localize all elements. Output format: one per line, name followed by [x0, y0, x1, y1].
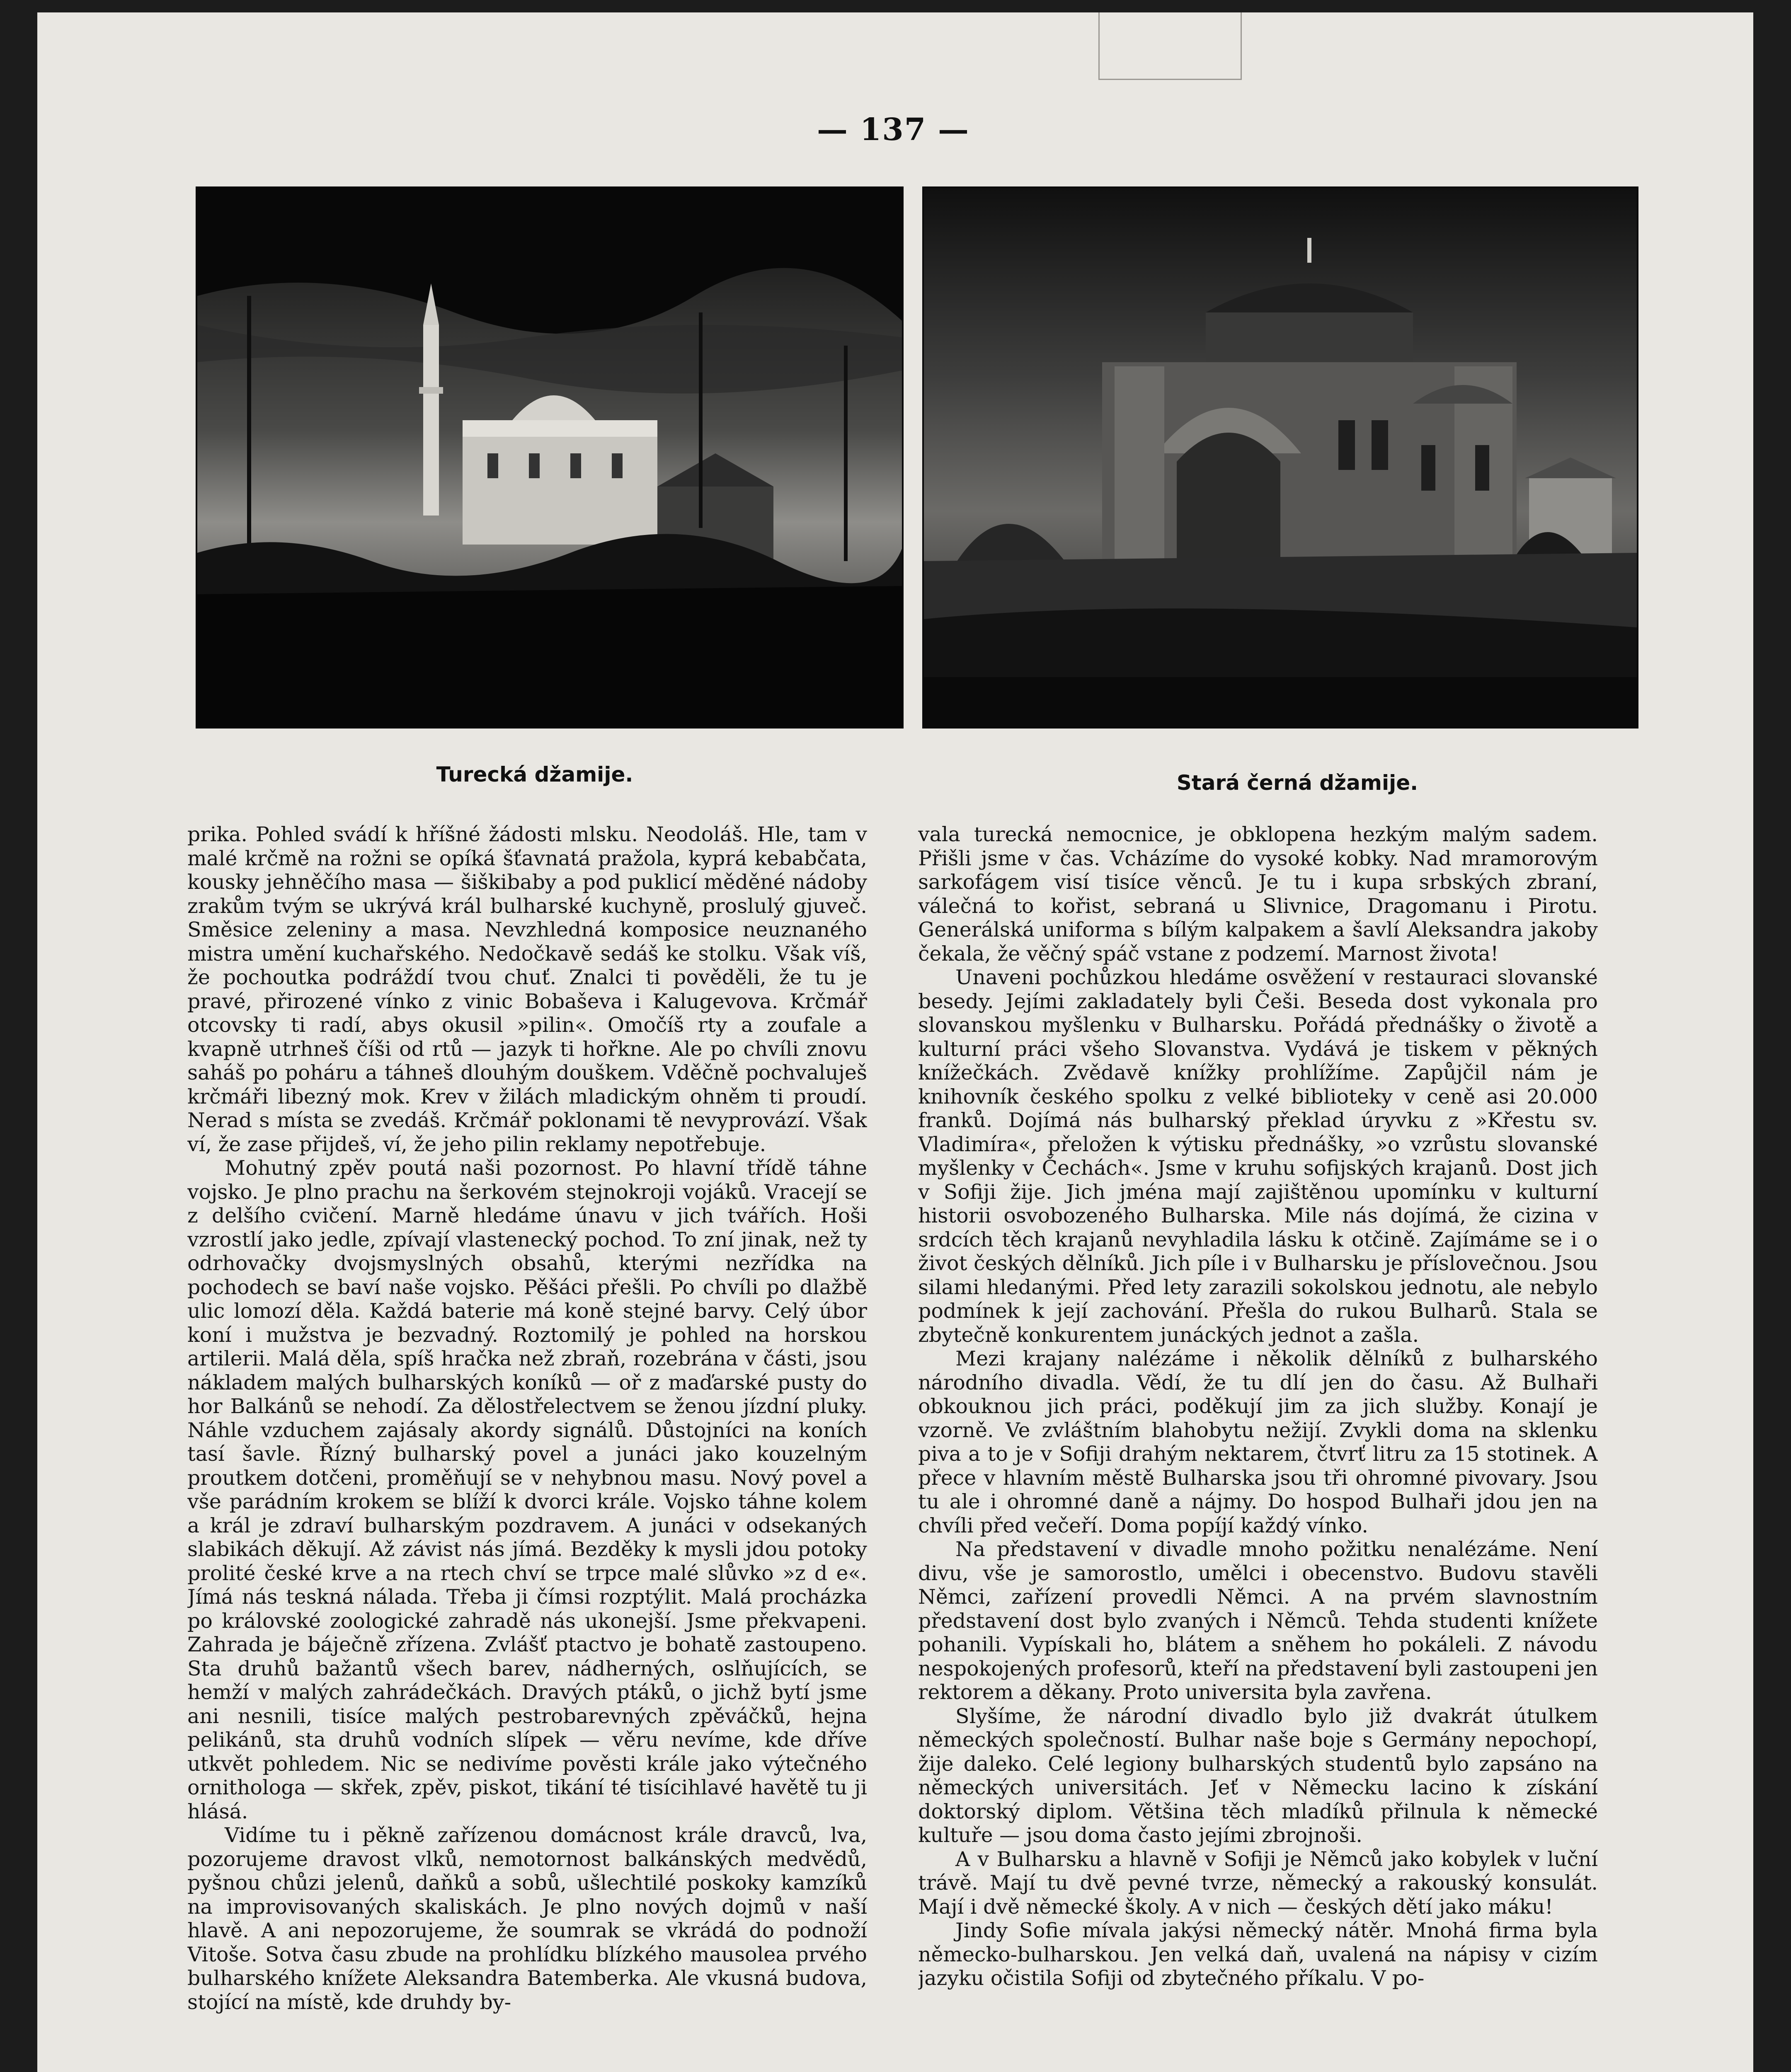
photo-old-black-mosque [922, 186, 1638, 729]
text-column-right [918, 823, 1598, 2072]
photo-turkish-mosque [196, 186, 904, 729]
paragraph: Jindy Sofie mívala jakýsi německý nátěr. Mnohá firma byla německo-bulharskou. Jen velká daň, uvalená na nápisy v cizím jazyku očistila Sofiji od zbytečného příkalu. V po- [918, 1919, 1598, 1990]
paragraph: Mohutný zpěv poutá naši pozornost. Po hlavní třídě táhne vojsko. Je plno prachu na šerkovém stejnokroji vojáků. Vracejí se z delšího cvičení. Marně hledáme únavu v jich tvářích. Hoši vzrostlí jako jedle, zpívají vlastenecký pochod. To zní jinak, než ty odrhovačky dvojsmyslných obsahů, kterými nezřídka na pochodech se baví naše vojsko. Pěšáci přešli. Po chvíli po dlažbě ulic lomozí děla. Každá baterie má koně stejné barvy. Celý úbor koní i mužstva je bezvadný. Roztomilý je pohled na horskou artilerii. Malá děla, spíš hračka než zbraň, rozebrána v části, jsou nákladem malých bulharských koníků — oř z maďarské pusty do hor Balkánů se nehodí. Za dělostřelectvem se ženou jízdní pluky. Náhle vzduchem zajásaly akordy signálů. Důstojníci na koních tasí šavle. Řízný bulharský povel a junáci jako kouzelným proutkem dotčeni, proměňují se v nehybnou masu. Nový povel a vše parádním krokem se blíží k dvorci krále. Vojsko táhne kolem a král je zdraví bulharským pozdravem. A junáci v odsekaných slabikách děkují. Až závist nás jímá. Bezděky k mysli jdou potoky prolité české krve a na rtech chví se trpce malé slůvko »z d e«. Jímá nás teskná nálada. Třeba ji čímsi rozptýlit. Malá procházka po královské zoologické zahradě nás ukonejší. Jsme překvapeni. Zahrada je báječně zřízena. Zvlášť ptactvo je bohatě zastoupeno. Sta druhů bažantů všech barev, nádherných, oslňujících, se hemží v malých zahrádečkách. Dravých ptáků, o jichž bytí jsme ani nesnili, tisíce malých pestrobarevných zpěváčků, hejna pelikánů, sta druhů vodních slípek — věru nevíme, kde dříve utkvět pohledem. Nic se nedivíme pověsti krále jako výtečného ornithologa — skřek, zpěv, piskot, tikání té tisícihlavé havětě tu ji hlásá. [187, 1156, 867, 1823]
paragraph: Unaveni pochůzkou hledáme osvěžení v restauraci slovanské besedy. Jejími zakladately byli Češi. Beseda dost vykonala pro slovanskou myšlenku v Bulharsku. Pořádá přednášky o životě a kulturní práci všeho Slovanstva. Vydává je tiskem v pěkných knížečkách. Zvědavě knížky prohlížíme. Zapůjčil nám je knihovník českého spolku z velké biblioteky v ceně asi 20.000 franků. Dojímá nás bulharský překlad úryvku z »Křestu sv. Vladimíra«, přeložen k výtisku přednášky, »o vzrůstu slovanské myšlenky v Čechách«. Jsme v kruhu sofijských krajanů. Dost jich v Sofiji žije. Jich jména mají zajištěnou upomínku v kulturní historii osvobozeného Bulharska. Mile nás dojímá, že cizina v srdcích těch krajanů nevyhladila lásku k otčině. Zajímáme se i o život českých dělníků. Jich píle i v Bulharsku je příslovečnou. Jsou silami hledanými. Před lety zarazili sokolskou jednotu, ale nebylo podmínek k její zachování. Přešla do rukou Bulharů. Stala se zbytečně konkurentem junáckých jednot a zašla. [918, 966, 1598, 1347]
paragraph: Mezi krajany nalézáme i několik dělníků z bulharského národního divadla. Vědí, že tu dlí jen do času. Až Bulhaři obkouknou jich práci, poděkují jim za jich služby. Konají je vzorně. Ve zvláštním blahobytu nežijí. Zvykli doma na sklenku piva a to je v Sofiji drahým nektarem, čtvrť litru za 15 stotinek. A přece v hlavním městě Bulharska jsou tři ohromné pivovary. Jsou tu ale i ohromné daně a nájmy. Do hospod Bulhaři jdou jen na chvíli před večeří. Doma popíjí každý vínko. [918, 1347, 1598, 1537]
paragraph: Slyšíme, že národní divadlo bylo již dvakrát útulkem německých společností. Bulhar naše boje s Germány nepochopí, žije daleko. Celé legiony bulharských studentů bylo zapsáno na německých universitách. Jeť v Německu lacino k získání doktorský diplom. Většina těch mladíků přilnula k německé kultuře — jsou doma často jejími zbrojnoši. [918, 1704, 1598, 1847]
page-number: — 137 — [817, 112, 969, 148]
paragraph: vala turecká nemocnice, je obklopena hezkým malým sadem. Přišli jsme v čas. Vcházíme do vysoké kobky. Nad mramorovým sarkofágem visí tisíce věnců. Je tu i kupa srbských zbraní, válečná to kořist, sebraná u Slivnice, Dragomanu i Pirotu. Generálská uniforma s bílým kalpakem a šavlí Aleksandra jakoby čekala, že věčný spáč vstane z podzemí. Marnost života! [918, 823, 1598, 966]
cathedral-image [924, 188, 1637, 727]
magazine-page [37, 12, 1753, 2072]
paragraph: prika. Pohled svádí k hříšné žádosti mlsku. Neodoláš. Hle, tam v malé krčmě na rožni se opíká šťavnatá pražola, kyprá kebabčata, kousky jehněčího masa — šiškibaby a pod puklicí měděné nádoby zrakům tvým se ukrývá král bulharské kuchyně, proslulý gjuveč. Směsice zeleniny a masa. Nevzhledná komposice neuznaného mistra umění kuchařského. Nedočkavě sedáš ke stolku. Však víš, že pochoutka podráždí tvou chuť. Znalci ti pověděli, že tu je pravé, přirozené vínko z vinic Bobaševa i Kalugevova. Krčmář otcovsky ti radí, abys okusil »pilin«. Omočíš rty a zoufale a kvapně utrhneš číši od rtů — jazyk ti hořkne. Ale po chvíli znovu saháš po poháru a táhneš dlouhým douškem. Vděčně pochvaluješ krčmáři libezný mok. Krev v žilách mladickým ohněm ti proudí. Nerad s místa se zvedáš. Krčmář poklonami tě nevyprovází. Však ví, že zase přijdeš, ví, že jeho pilin reklamy nepotřebuje. [187, 823, 867, 1156]
paragraph: Na představení v divadle mnoho požitku nenalézáme. Není divu, vše je samorostlo, umělci i obecenstvo. Budovu stavěli Němci, zařízení provedli Němci. A na prvém slavnostním představení dost bylo zvaných i Němců. Tehda studenti knížete pohanili. Vypískali ho, blátem a sněhem ho pokáleli. Z návodu nespokojených profesorů, kteří na představení byli zastoupeni jen rektorem a děkany. Proto universita byla zavřena. [918, 1537, 1598, 1704]
mosque-image [197, 188, 902, 727]
paragraph: A v Bulharsku a hlavně v Sofiji je Němců jako kobylek v luční trávě. Mají tu dvě pevné tvrze, německý a rakouský konsulát. Mají i dvě německé školy. A v nich — českých dětí jako máku! [918, 1847, 1598, 1919]
paragraph: Vidíme tu i pěkně zařízenou domácnost krále dravců, lva, pozorujeme dravost vlků, nemotornost balkánských medvědů, pyšnou chůzi jelenů, daňků a sobů, ušlechtilé poskoky kamzíků na improvisovaných skaliskách. Je plno nových dojmů v naší hlavě. A ani nepozorujeme, že soumrak se vkrádá do podnoží Vitoše. Sotva času zbude na prohlídku blízkého mausolea prvého bulharského knížete Aleksandra Batemberka. Ale vkusná budova, stojící na místě, kde druhdy by- [187, 1823, 867, 2014]
library-stamp [1098, 12, 1242, 80]
text-column-left [187, 823, 867, 2072]
figure-caption-left: Turecká džamije. [436, 762, 633, 787]
figure-caption-right: Stará černá džamije. [1176, 771, 1418, 795]
